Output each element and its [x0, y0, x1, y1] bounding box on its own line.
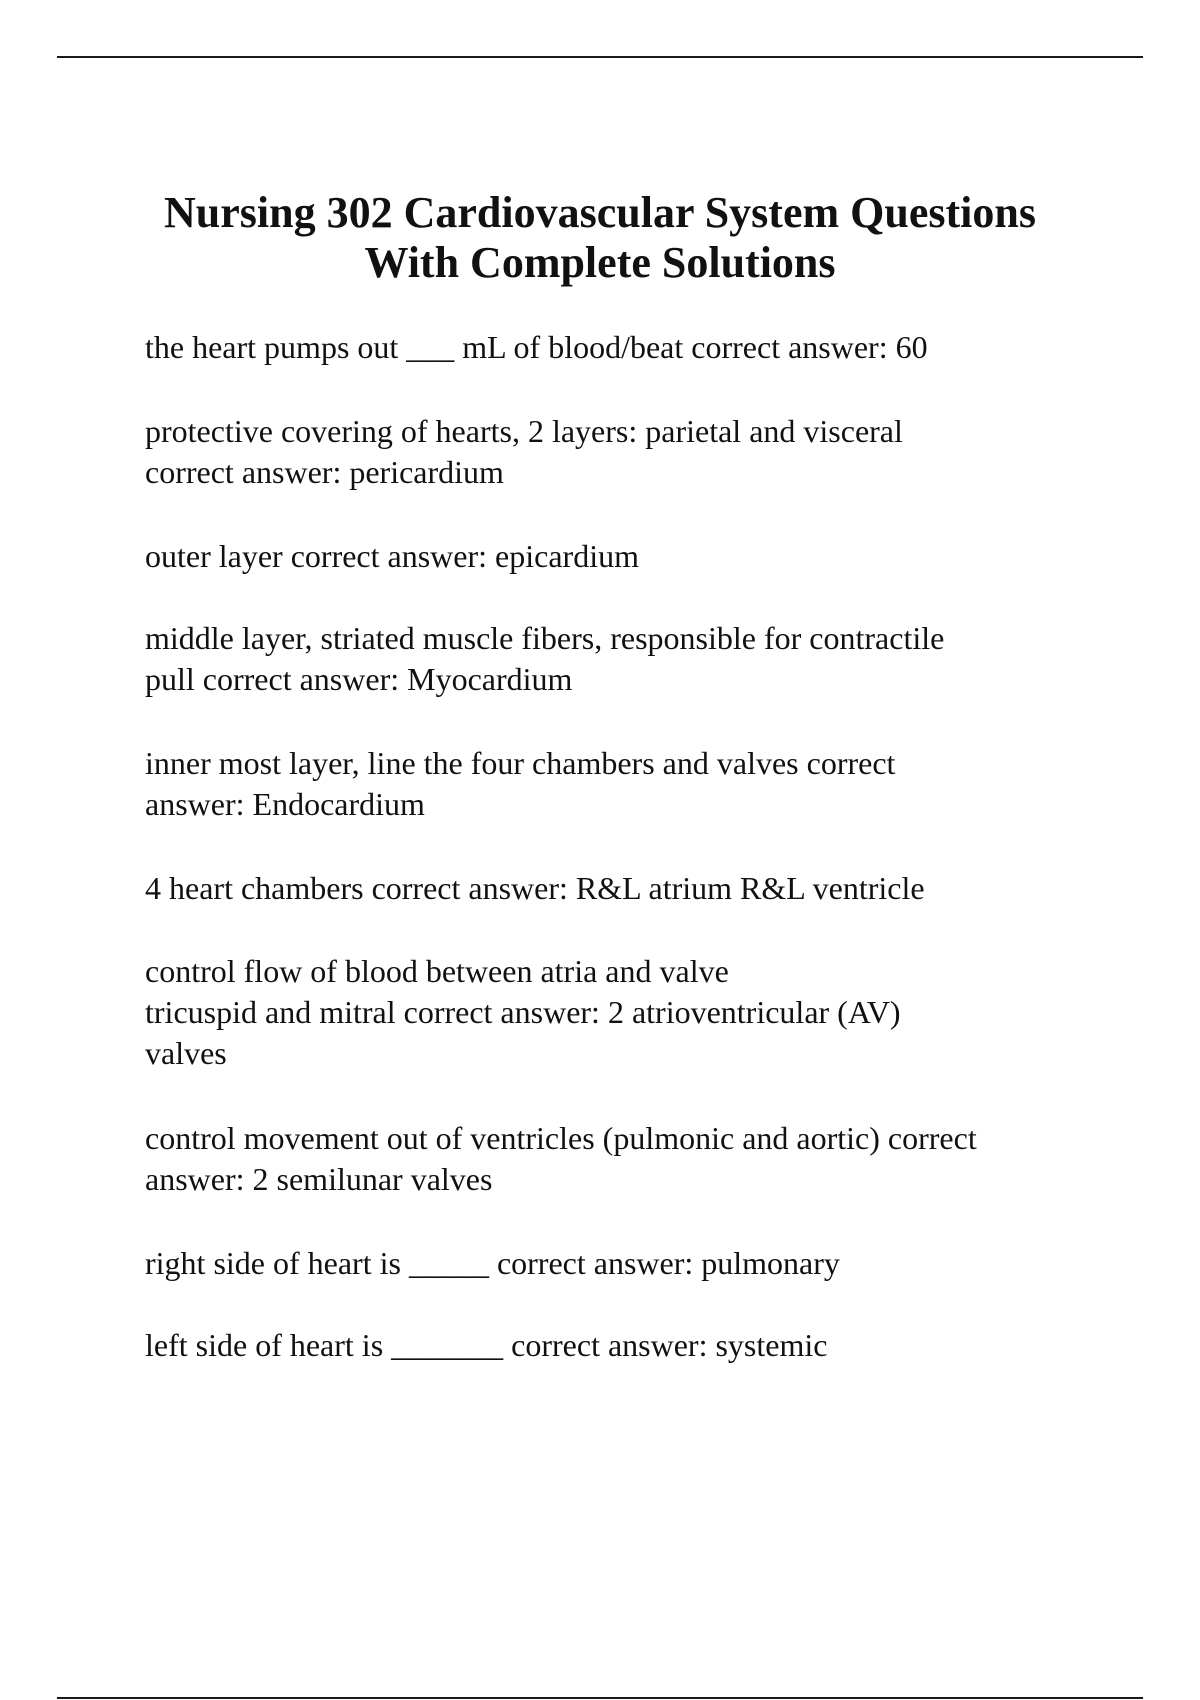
qa-item-10 [145, 1325, 827, 1366]
qa-line: control movement out of ventricles (pulmonic and aortic) correct [145, 1120, 977, 1156]
qa-line: control flow of blood between atria and valve [145, 953, 729, 989]
qa-line: middle layer, striated muscle fibers, responsible for contractile [145, 620, 945, 656]
qa-line: correct answer: pericardium [145, 454, 504, 490]
qa-item-2 [145, 411, 903, 493]
qa-item-4 [145, 618, 944, 700]
qa-line: left side of heart is _______ correct answer: systemic [145, 1327, 828, 1363]
qa-line: answer: 2 semilunar valves [145, 1161, 493, 1197]
qa-item-1 [145, 327, 928, 368]
title-line-2: With Complete Solutions [364, 238, 836, 287]
qa-item-9 [145, 1243, 840, 1284]
qa-line: protective covering of hearts, 2 layers: parietal and visceral [145, 413, 903, 449]
qa-line: inner most layer, line the four chambers and valves correct [145, 745, 896, 781]
qa-line: outer layer correct answer: epicardium [145, 538, 639, 574]
qa-line: the heart pumps out ___ mL of blood/beat correct answer: 60 [145, 329, 928, 365]
qa-item-5 [145, 743, 895, 825]
title-line-1: Nursing 302 Cardiovascular System Questions [164, 188, 1036, 237]
document-title [100, 188, 1100, 288]
qa-item-8 [145, 1118, 977, 1200]
qa-line: tricuspid and mitral correct answer: 2 atrioventricular (AV) [145, 994, 901, 1030]
qa-line: pull correct answer: Myocardium [145, 661, 573, 697]
qa-item-6 [145, 868, 925, 909]
qa-item-7 [145, 951, 901, 1074]
qa-line: answer: Endocardium [145, 786, 425, 822]
qa-line: valves [145, 1035, 227, 1071]
qa-line: right side of heart is _____ correct answer: pulmonary [145, 1245, 840, 1281]
bottom-rule [57, 1697, 1143, 1699]
qa-line: 4 heart chambers correct answer: R&L atrium R&L ventricle [145, 870, 925, 906]
top-rule [57, 56, 1143, 58]
qa-item-3 [145, 536, 639, 577]
